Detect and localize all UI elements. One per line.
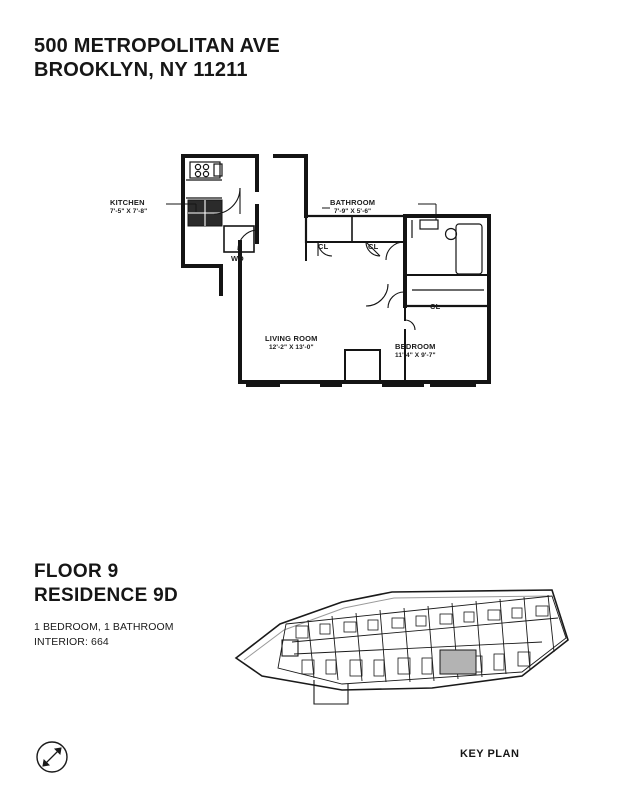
label-leader-lines (0, 120, 618, 450)
residence-number: RESIDENCE 9D (34, 584, 179, 606)
building-address (34, 34, 280, 83)
unit-configuration: 1 BEDROOM, 1 BATHROOM (34, 620, 174, 633)
floor-plan-drawing (0, 120, 618, 450)
living-room-label: LIVING ROOM 12'-2" X 13'-0" (265, 334, 318, 352)
address-line-2: BROOKLYN, NY 11211 (34, 59, 248, 82)
bedroom-label: BEDROOM 11'-4" X 9'-7" (395, 342, 436, 360)
key-plan-svg (222, 580, 582, 720)
closet-label-1: CL (318, 242, 329, 251)
closet-label-2: CL (368, 242, 379, 251)
kitchen-label: KITCHEN 7'-5" X 7'-8" (110, 198, 148, 216)
bathroom-label: BATHROOM 7'-9" X 5'-6" (330, 198, 376, 216)
floor-number: FLOOR 9 (34, 561, 119, 582)
washer-dryer-label: WD (231, 254, 244, 263)
interior-area: INTERIOR: 664 (34, 635, 109, 648)
north-arrow-icon (30, 735, 74, 779)
closet-label-3: CL (430, 302, 441, 311)
key-plan-diagram (222, 580, 582, 720)
key-plan-caption: KEY PLAN (460, 748, 520, 760)
address-line-1: 500 METROPOLITAN AVE (34, 35, 280, 57)
residence-details (34, 560, 178, 650)
